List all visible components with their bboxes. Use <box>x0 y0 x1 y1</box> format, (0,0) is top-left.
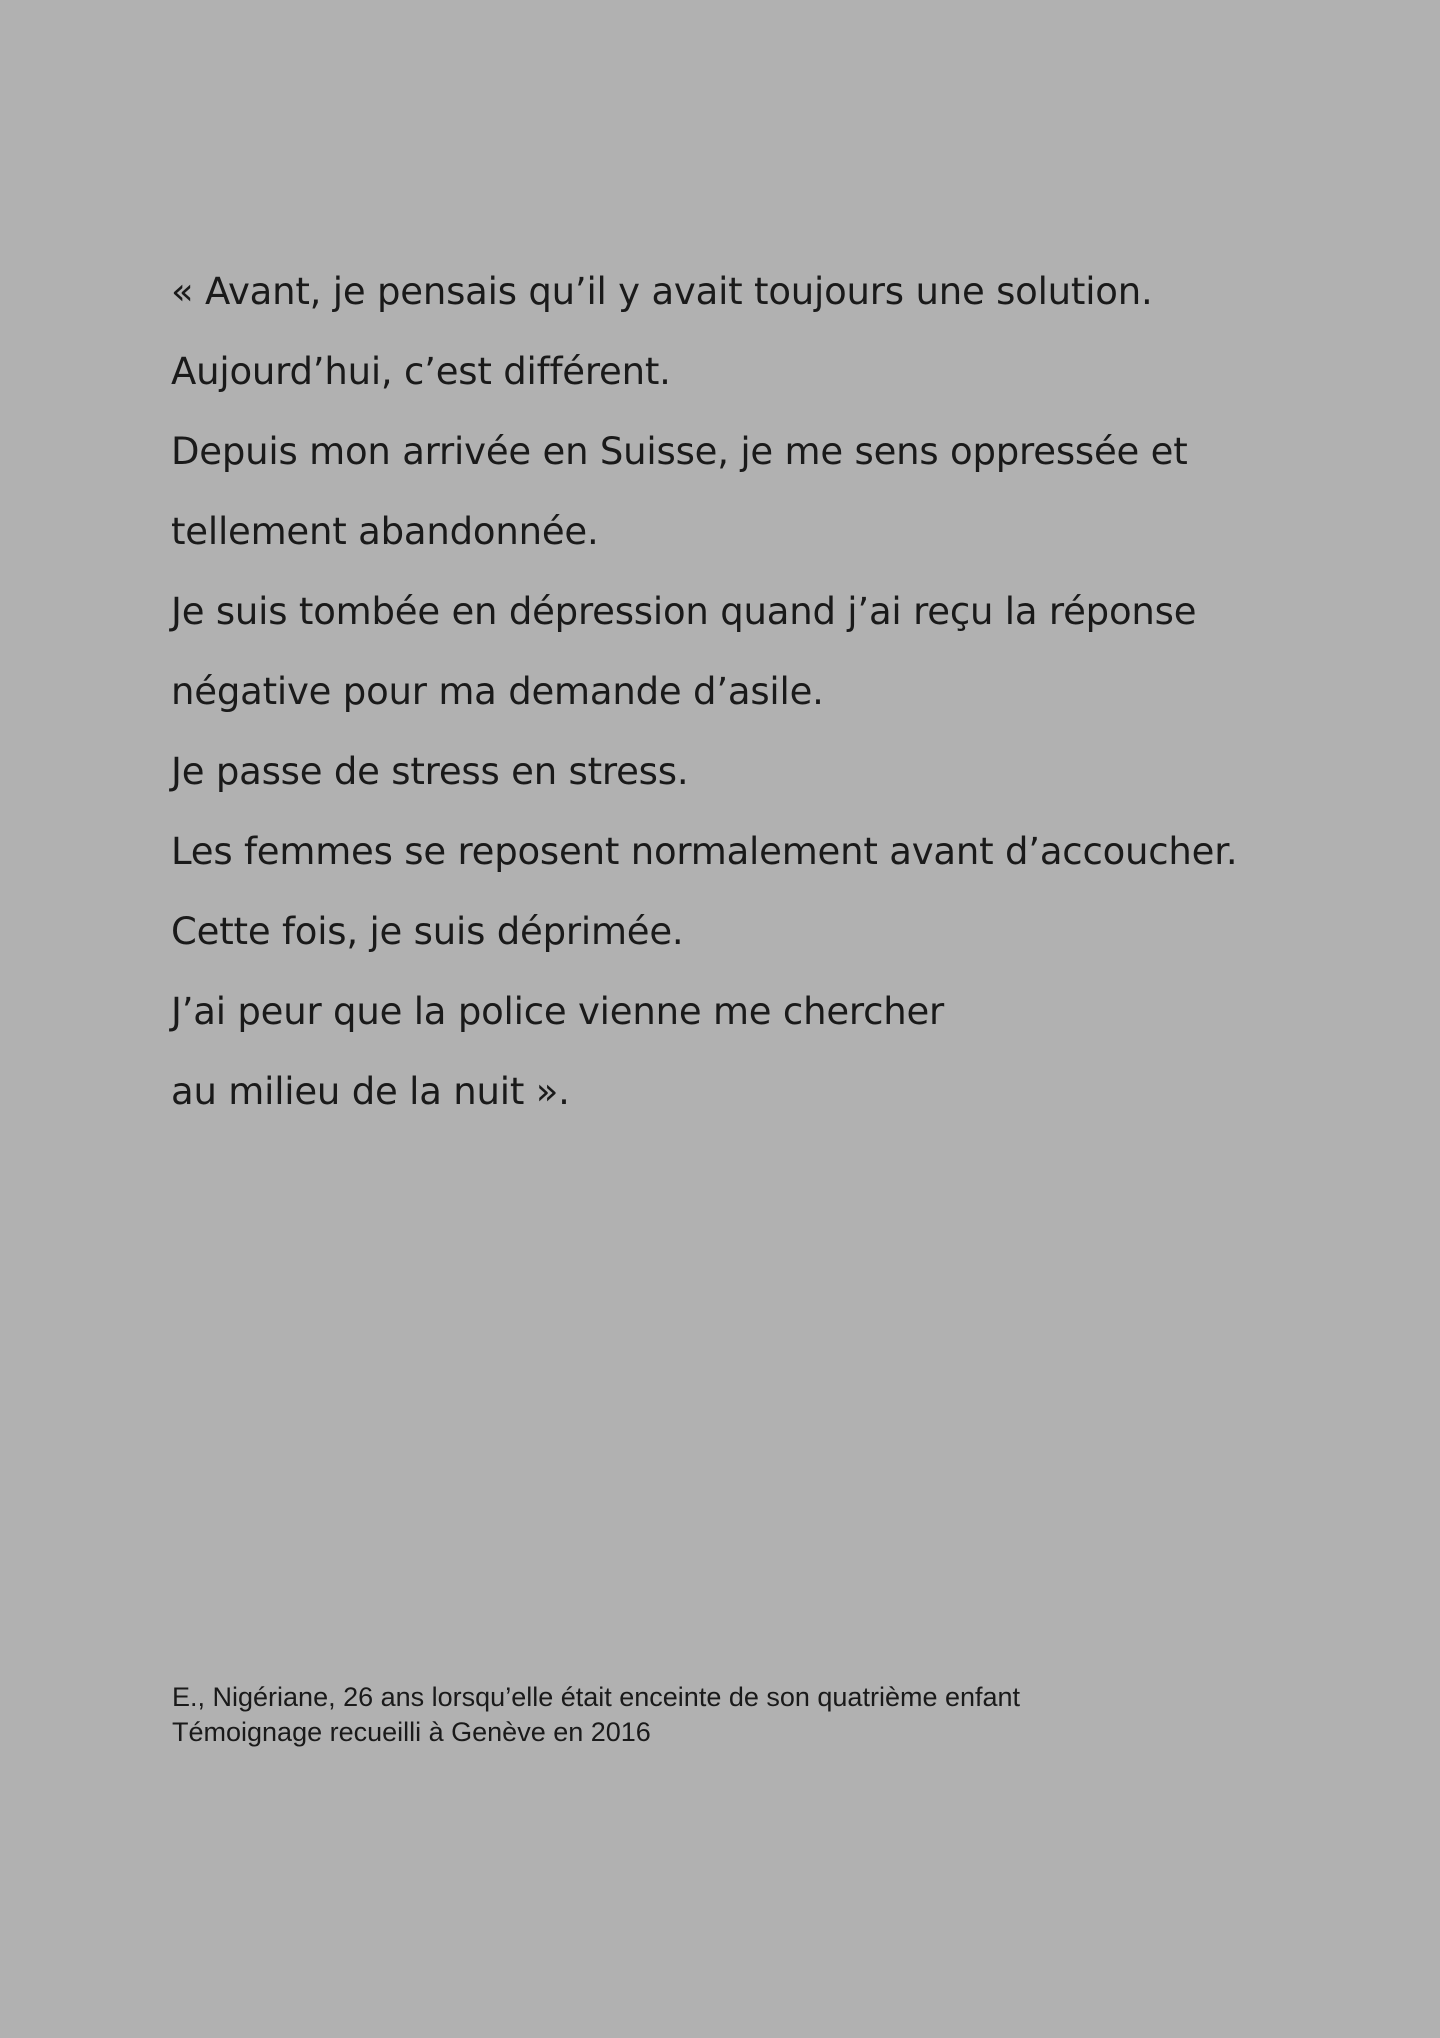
quote-line: au milieu de la nuit ». <box>171 1070 570 1113</box>
quote-line: Je passe de stress en stress. <box>171 750 689 793</box>
attribution-context: Témoignage recueilli à Genève en 2016 <box>172 1717 651 1747</box>
quote-line: Depuis mon arrivée en Suisse, je me sens oppressée et <box>171 430 1188 473</box>
quote-line: tellement abandonnée. <box>171 510 599 553</box>
quote-line: négative pour ma demande d’asile. <box>171 670 824 713</box>
attribution <box>172 1680 1322 1750</box>
quote-line: Cette fois, je suis déprimée. <box>171 910 684 953</box>
testimony-quote <box>171 252 1321 1132</box>
quote-line: Je suis tombée en dépression quand j’ai reçu la réponse <box>171 590 1197 633</box>
quote-line: Les femmes se reposent normalement avant d’accoucher. <box>171 830 1238 873</box>
quote-line: Aujourd’hui, c’est différent. <box>171 350 671 393</box>
attribution-source: E., Nigériane, 26 ans lorsqu’elle était enceinte de son quatrième enfant <box>172 1682 1021 1712</box>
quote-line: J’ai peur que la police vienne me chercher <box>171 990 945 1033</box>
quote-line: « Avant, je pensais qu’il y avait toujours une solution. <box>171 270 1153 313</box>
